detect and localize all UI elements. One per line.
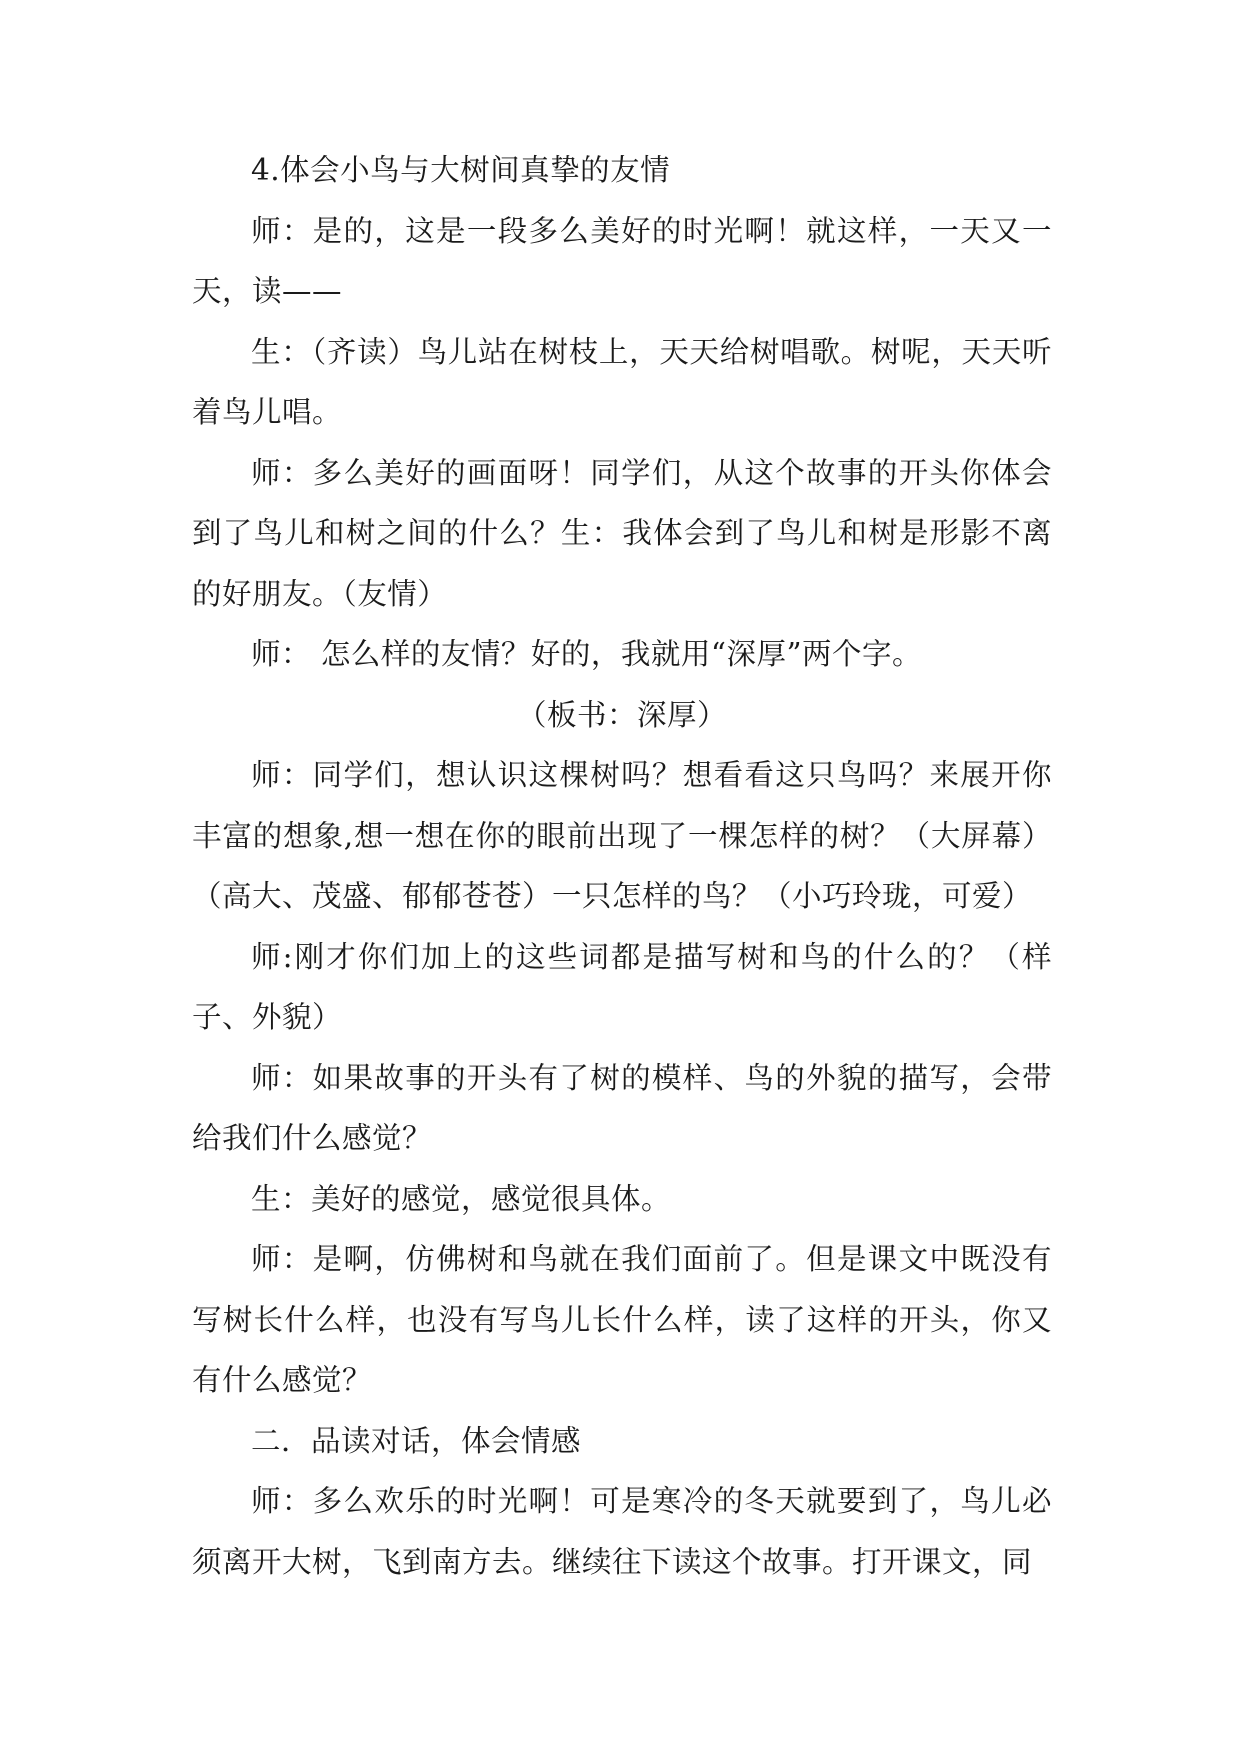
board-note: （板书：深厚）	[516, 697, 727, 732]
paragraph: 师：同学们，想认识这棵树吗？想看看这只鸟吗？来展开你丰富的想象,想一想在你的眼前出现了一棵怎样的树？（大屏幕）（高大、茂盛、郁郁苍苍）一只怎样的鸟？（小巧玲珑，可爱）	[192, 758, 1052, 913]
section-heading: 二．品读对话，体会情感	[251, 1423, 582, 1458]
paragraph: 生：美好的感觉，感觉很具体。	[251, 1181, 672, 1216]
paragraph: 师：多么欢乐的时光啊！可是寒冷的冬天就要到了，鸟儿必须离开大树，飞到南方去。继续往下读这个故事。打开课文，同	[192, 1484, 1052, 1579]
paragraph: 师:刚才你们加上的这些词都是描写树和鸟的什么的？（样子、外貌）	[192, 939, 1052, 1034]
paragraph: 师：如果故事的开头有了树的模样、鸟的外貌的描写，会带给我们什么感觉？	[192, 1060, 1052, 1155]
paragraph: 生：（齐读）鸟儿站在树枝上，天天给树唱歌。树呢，天天听着鸟儿唱。	[192, 334, 1052, 429]
paragraph: 师： 怎么样的友情？好的，我就用“深厚”两个字。	[251, 637, 923, 671]
section-heading: 4.体会小鸟与大树间真挚的友情	[251, 153, 671, 187]
document-page	[192, 140, 1052, 1592]
paragraph: 师：多么美好的画面呀！同学们，从这个故事的开头你体会到了鸟儿和树之间的什么？生：我体会到了鸟儿和树是形影不离的好朋友。（友情）	[192, 455, 1052, 611]
paragraph: 师：是啊，仿佛树和鸟就在我们面前了。但是课文中既没有写树长什么样，也没有写鸟儿长什么样，读了这样的开头，你又有什么感觉？	[192, 1242, 1052, 1397]
paragraph: 师：是的，这是一段多么美好的时光啊！就这样，一天又一天，读——	[192, 213, 1052, 308]
